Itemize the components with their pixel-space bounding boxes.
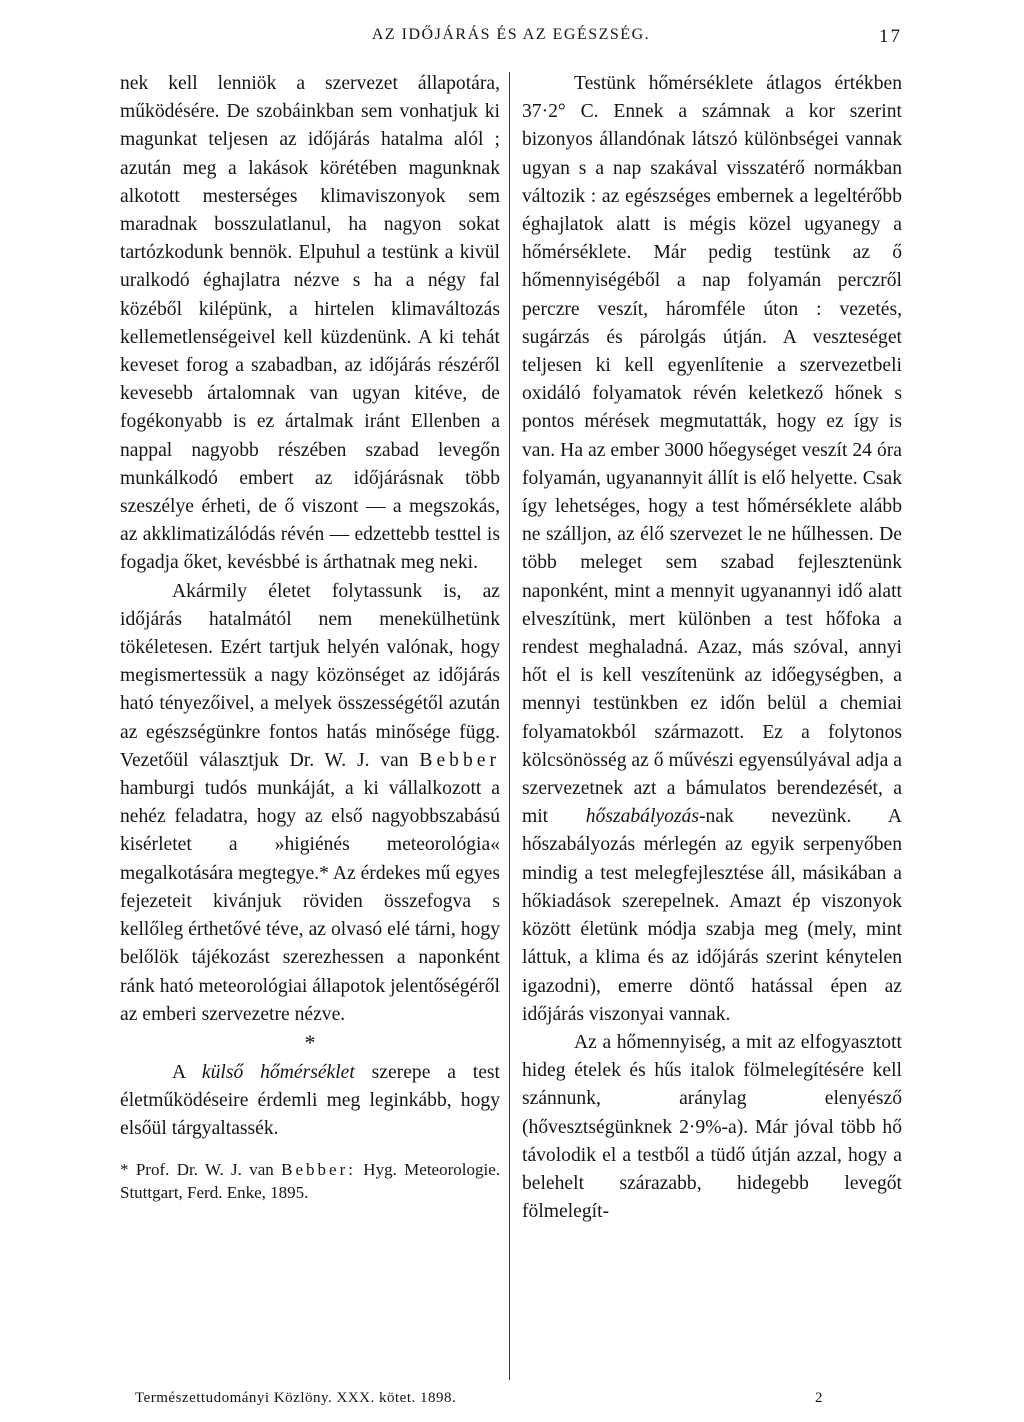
page-header	[120, 26, 902, 52]
left-paragraph-1: nek kell lenniök a szervezet állapotára, működésére. De szobáinkban sem vonhatjuk ki magunkat teljesen az időjárás hatalma alól ; azután meg a lakások körétében magunknak alkotott mesterséges klimaviszonyok sem maradnak bosszulatlanul, ha nagyon sokat tartózkodunk bennök. Elpuhul a testünk a kivül uralkodó éghajlatra nézve s ha a négy fal közéből kilépünk, a hirtelen klimaváltozás kellemetlenségeivel kell küzdenünk. A ki tehát keveset forog a szabadban, az időjárás részéről kevesebb ártalomnak van ugyan kitéve, de fogékonyabb is ez ártalmak iránt Ellenben a nappal nagyobb részében szabad levegőn munkálkodó embert az időjárásnak több szeszélye érheti, de ő viszont — a megszokás, az akklimatizálódás révén — edzettebb testtel is fogadja őket, kevésbbé is árthatnak meg neki.	[120, 73, 500, 574]
page-number: 17	[879, 26, 902, 47]
right-paragraph-2: Az a hőmennyiség, a mit az elfogyasztott hideg ételek és hűs italok fölmelegítésére kell szánnunk, aránylag elenyésző (hővesztségünknek 2·9%-a). Már jóval több hő távolodik el a testből a tüdő útján azzal, hogy a belehelt szárazabb, hidegebb levegőt fölmelegít-	[522, 1031, 902, 1223]
running-head: AZ IDŐJÁRÁS ÉS AZ EGÉSZSÉG.	[371, 26, 651, 43]
author-name-bebber: Bebber	[419, 749, 500, 771]
term-italic-hoszabalyozas: hőszabályozás	[585, 806, 699, 828]
footnote	[120, 1158, 500, 1204]
footnote-author-name: Bebber:	[281, 1159, 356, 1179]
page-footer	[120, 1390, 902, 1412]
column-divider	[509, 72, 510, 1380]
right-column	[522, 70, 902, 1226]
left-paragraph-2	[120, 578, 500, 1029]
signature-mark: 2	[815, 1390, 823, 1406]
left-paragraph-2-text-b: hamburgi tudós munkáját, a ki vállalkozott a nehéz feladatra, hogy az első nagyobbszabású kisérletet a »higiénés meteorológia« megalkotására megtegye.* Az érdekes mű egyes fejezeteit kivánjuk röviden összefogva s kellőleg érthetővé téve, az olvasó elé tárni, hogy belőlök tájékozást szerezhessen a naponként ránk ható meteorológiai állapotok jelentőségéről az emberi szervezetre nézve.	[120, 778, 500, 1025]
section-separator: *	[304, 1029, 316, 1055]
right-paragraph-1-text-b: -nak nevezünk. A hőszabályozás mérlegén az egyik serpenyőben mindig a test melegfejlesztése áll, másikában a hőkiadások szerepelnek. Amazt ép viszonyok között életünk módja szabja meg (mely, mint láttuk, a klima és az időjárás szerint kénytelen igazodni), emerre döntő hatással épen az időjárás viszonyai vannak.	[522, 806, 903, 1025]
journal-citation: Természettudományi Közlöny. XXX. kötet. 1898.	[135, 1390, 457, 1406]
left-paragraph-2-text-a: Akármily életet folytassunk is, az időjárás hatalmától nem menekülhetünk tökéletesen. Ezért tartjuk helyén valónak, hogy megismertessük a nagy közönséget az időjárás ható tényezőivel, a melyek összességétől azután az egészségünkre fontos hatás minősége függ. Vezetőül választjuk Dr. W. J. van	[120, 580, 500, 771]
left-paragraph-3-text-a: A	[172, 1061, 202, 1083]
section-topic-italic: külső hőmérséklet	[201, 1061, 355, 1083]
right-paragraph-1	[522, 70, 902, 1029]
right-paragraph-1-text-a: Testünk hőmérséklete átlagos értékben 37·2° C. Ennek a számnak a kor szerint bizonyos állandónak látszó különbségei vannak ugyan s a nap szakával visszatérő normákban változik : az egészséges embernek a legeltérőbb éghajlatok alatt is mégis közel ugyanegy a hőmérséklete. Már pedig testünk az ő hőmennyiségéből a nap folyamán perczről perczre veszít, háromféle úton : vezetés, sugárzás és párolgás útján. A veszteséget teljesen ki kell egyenlítenie a szervezetbeli oxidáló folyamatok révén keletkező hőnek s pontos mérések megmutatták, hogy ez így is van. Ha az ember 3000 hőegységet veszít 24 óra folyamán, ugyanannyit állít is elő helyette. Csak így lehetséges, hogy a test hőmérséklete alább ne szálljon, az élő szervezet le ne hűlhessen. De több meleget sem szabad fejlesztenünk naponként, mint a mennyit ugyanannyi idő alatt elveszítünk, mert különben a test hőfoka a rendest meghaladná. Azaz, más szóval, annyi hőt el is kell veszítenünk az időegységben, a mennyi testünkben ez időn belül a chemiai folyamatokból származott. Ez a folytonos kölcsönösség az ő művészi egyensúlyával adja a szervezetnek azt a bámulatos berendezését, a mit	[522, 73, 902, 828]
footnote-text-a: * Prof. Dr. W. J. van	[120, 1159, 282, 1179]
footnote-text-b: Hyg. Meteorologie. Stuttgart, Ferd. Enke, 1895.	[120, 1159, 500, 1202]
left-paragraph-3	[120, 1059, 500, 1144]
left-paragraph-3-text-b: szerepe a test életműködéseire érdemli meg leginkább, hogy elsőül tárgyaltassék.	[120, 1061, 500, 1140]
left-column	[120, 70, 500, 1204]
